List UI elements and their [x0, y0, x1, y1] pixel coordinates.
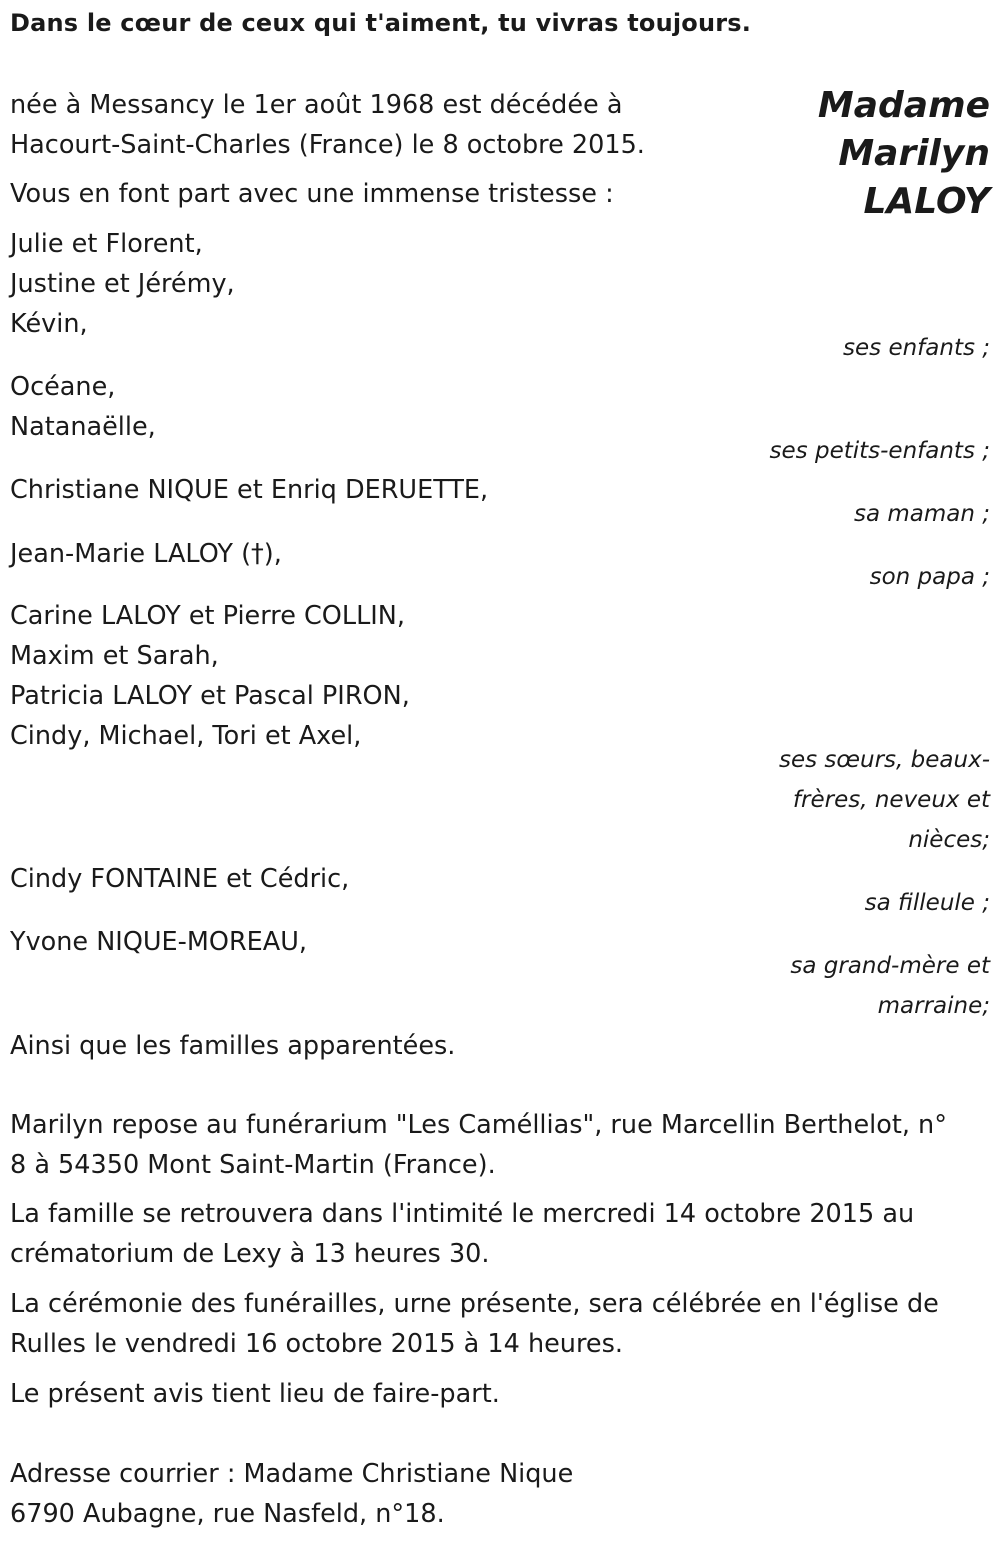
- child-name: Kévin,: [10, 309, 88, 339]
- mailing-address-line-1: Adresse courrier : Madame Christiane Nique: [10, 1459, 574, 1489]
- child-name: Julie et Florent,: [10, 229, 203, 259]
- child-name: Justine et Jérémy,: [10, 269, 235, 299]
- birth-death-line-1: née à Messancy le 1er août 1968 est décédée à: [10, 90, 623, 120]
- funeral-home-line-1: Marilyn repose au funérarium "Les Caméllias", rue Marcellin Berthelot, n°: [10, 1110, 947, 1140]
- sibling-name: Cindy, Michael, Tori et Axel,: [10, 721, 362, 751]
- family-gathering-line-2: crématorium de Lexy à 13 heures 30.: [10, 1239, 490, 1269]
- deceased-last-name: LALOY: [863, 181, 990, 222]
- relation-siblings-line: frères, neveux et: [792, 787, 990, 813]
- relation-siblings-line: ses sœurs, beaux-: [778, 747, 990, 773]
- father-name-text: Jean-Marie LALOY (: [10, 539, 252, 569]
- funeral-home-line-2: 8 à 54350 Mont Saint-Martin (France).: [10, 1150, 496, 1180]
- sibling-name: Carine LALOY et Pierre COLLIN,: [10, 601, 405, 631]
- grandchild-name: Natanaëlle,: [10, 412, 156, 442]
- grandmother-name: Yvone NIQUE-MOREAU,: [10, 927, 307, 957]
- family-gathering-line-1: La famille se retrouvera dans l'intimité le mercredi 14 octobre 2015 au: [10, 1199, 915, 1229]
- father-name: [10, 534, 282, 574]
- sibling-name: Maxim et Sarah,: [10, 641, 219, 671]
- goddaughter-name: Cindy FONTAINE et Cédric,: [10, 864, 350, 894]
- announcement-line: Vous en font part avec une immense tristesse :: [10, 179, 614, 209]
- epigraph: Dans le cœur de ceux qui t'aiment, tu vivras toujours.: [10, 9, 752, 37]
- deceased-title: Madame: [817, 85, 990, 126]
- father-name-suffix: ),: [263, 539, 282, 569]
- relation-mother: sa maman ;: [853, 501, 990, 527]
- deceased-first-name: Marilyn: [838, 133, 990, 174]
- relation-grandmother-line: sa grand-mère et: [790, 953, 990, 979]
- mailing-address-line-2: 6790 Aubagne, rue Nasfeld, n°18.: [10, 1499, 445, 1529]
- relation-father: son papa ;: [869, 564, 990, 590]
- birth-death-line-2: Hacourt-Saint-Charles (France) le 8 octobre 2015.: [10, 130, 645, 160]
- cross-icon: †: [251, 539, 264, 569]
- relatives-line: Ainsi que les familles apparentées.: [10, 1031, 456, 1061]
- relation-grandchildren: ses petits-enfants ;: [769, 438, 990, 464]
- ceremony-line-1: La cérémonie des funérailles, urne présente, sera célébrée en l'église de: [10, 1289, 939, 1319]
- relation-siblings-line: nièces;: [908, 827, 990, 853]
- relation-children: ses enfants ;: [843, 335, 990, 361]
- sibling-name: Patricia LALOY et Pascal PIRON,: [10, 681, 410, 711]
- notice-line: Le présent avis tient lieu de faire-part.: [10, 1379, 500, 1409]
- mother-name: Christiane NIQUE et Enriq DERUETTE,: [10, 475, 489, 505]
- relation-goddaughter: sa filleule ;: [864, 890, 990, 916]
- relation-grandmother-line: marraine;: [877, 993, 990, 1019]
- ceremony-line-2: Rulles le vendredi 16 octobre 2015 à 14 heures.: [10, 1329, 623, 1359]
- grandchild-name: Océane,: [10, 372, 116, 402]
